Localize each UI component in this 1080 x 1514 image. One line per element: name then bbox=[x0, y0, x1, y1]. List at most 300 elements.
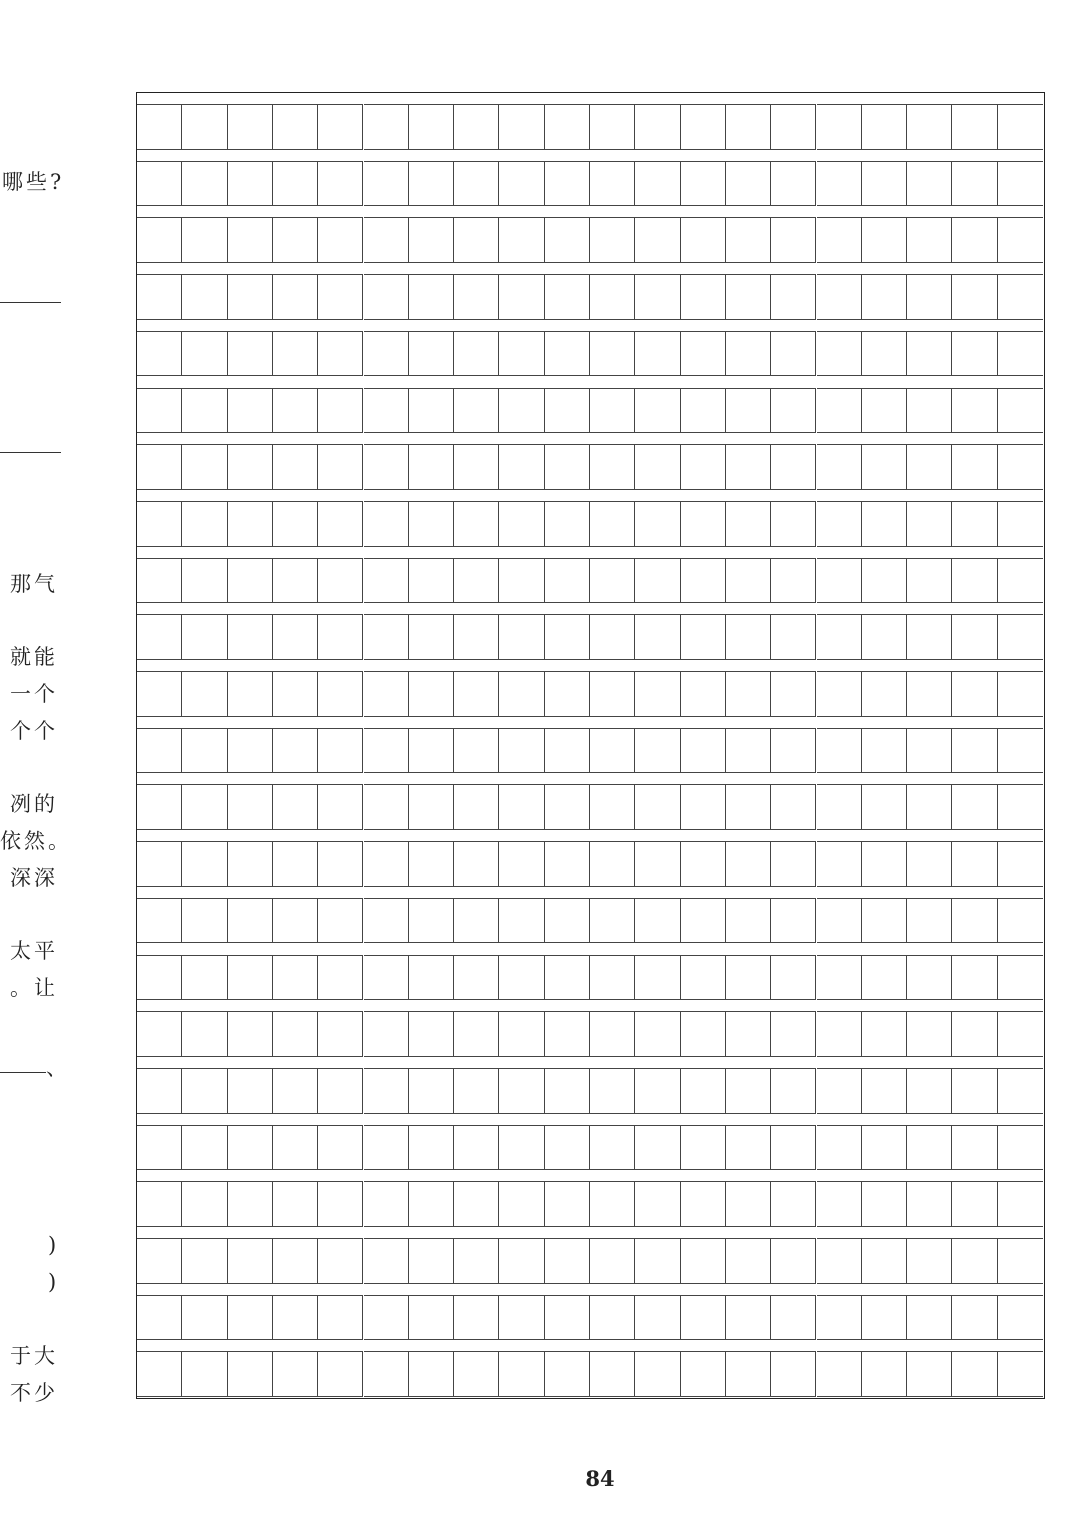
grid-cell[interactable] bbox=[454, 955, 499, 1001]
grid-cell[interactable] bbox=[771, 784, 816, 830]
grid-cell[interactable] bbox=[907, 1011, 952, 1057]
grid-cell[interactable] bbox=[454, 274, 499, 320]
grid-cell[interactable] bbox=[907, 1295, 952, 1341]
grid-cell[interactable] bbox=[590, 1125, 635, 1171]
grid-cell[interactable] bbox=[318, 558, 363, 604]
grid-cell[interactable] bbox=[499, 104, 544, 150]
grid-cell[interactable] bbox=[771, 1181, 816, 1227]
grid-cell[interactable] bbox=[907, 217, 952, 263]
grid-cell[interactable] bbox=[499, 274, 544, 320]
grid-cell[interactable] bbox=[364, 1295, 409, 1341]
grid-cell[interactable] bbox=[590, 841, 635, 887]
grid-cell[interactable] bbox=[907, 274, 952, 320]
grid-cell[interactable] bbox=[998, 1125, 1043, 1171]
grid-cell[interactable] bbox=[228, 671, 273, 717]
grid-cell[interactable] bbox=[499, 671, 544, 717]
grid-cell[interactable] bbox=[771, 1125, 816, 1171]
grid-cell[interactable] bbox=[273, 614, 318, 660]
grid-cell[interactable] bbox=[409, 1295, 454, 1341]
grid-cell[interactable] bbox=[273, 104, 318, 150]
grid-cell[interactable] bbox=[273, 728, 318, 774]
grid-cell[interactable] bbox=[409, 671, 454, 717]
grid-cell[interactable] bbox=[364, 104, 409, 150]
grid-cell[interactable] bbox=[817, 217, 862, 263]
grid-cell[interactable] bbox=[182, 161, 227, 207]
grid-cell[interactable] bbox=[952, 1181, 997, 1227]
grid-cell[interactable] bbox=[907, 104, 952, 150]
grid-cell[interactable] bbox=[228, 1181, 273, 1227]
grid-cell[interactable] bbox=[635, 274, 680, 320]
grid-cell[interactable] bbox=[364, 1181, 409, 1227]
grid-cell[interactable] bbox=[681, 161, 726, 207]
grid-cell[interactable] bbox=[907, 841, 952, 887]
grid-cell[interactable] bbox=[590, 728, 635, 774]
grid-cell[interactable] bbox=[907, 955, 952, 1001]
grid-cell[interactable] bbox=[545, 1181, 590, 1227]
grid-cell[interactable] bbox=[409, 388, 454, 434]
grid-cell[interactable] bbox=[590, 331, 635, 377]
grid-cell[interactable] bbox=[545, 1011, 590, 1057]
grid-cell[interactable] bbox=[726, 1238, 771, 1284]
grid-cell[interactable] bbox=[771, 331, 816, 377]
grid-cell[interactable] bbox=[998, 1181, 1043, 1227]
grid-cell[interactable] bbox=[545, 784, 590, 830]
grid-cell[interactable] bbox=[137, 274, 182, 320]
grid-cell[interactable] bbox=[137, 898, 182, 944]
grid-cell[interactable] bbox=[635, 1351, 680, 1397]
grid-cell[interactable] bbox=[817, 331, 862, 377]
grid-cell[interactable] bbox=[817, 388, 862, 434]
grid-cell[interactable] bbox=[726, 501, 771, 547]
grid-cell[interactable] bbox=[635, 1238, 680, 1284]
grid-cell[interactable] bbox=[681, 1351, 726, 1397]
grid-cell[interactable] bbox=[590, 614, 635, 660]
grid-cell[interactable] bbox=[998, 104, 1043, 150]
grid-cell[interactable] bbox=[862, 1011, 907, 1057]
grid-cell[interactable] bbox=[454, 728, 499, 774]
grid-cell[interactable] bbox=[726, 1011, 771, 1057]
grid-cell[interactable] bbox=[499, 1125, 544, 1171]
grid-cell[interactable] bbox=[771, 1295, 816, 1341]
grid-cell[interactable] bbox=[364, 614, 409, 660]
grid-cell[interactable] bbox=[454, 388, 499, 434]
grid-cell[interactable] bbox=[454, 444, 499, 490]
grid-cell[interactable] bbox=[182, 671, 227, 717]
grid-cell[interactable] bbox=[907, 558, 952, 604]
grid-cell[interactable] bbox=[182, 1295, 227, 1341]
grid-cell[interactable] bbox=[182, 1181, 227, 1227]
grid-cell[interactable] bbox=[681, 784, 726, 830]
grid-cell[interactable] bbox=[998, 1351, 1043, 1397]
grid-cell[interactable] bbox=[454, 331, 499, 377]
grid-cell[interactable] bbox=[952, 331, 997, 377]
grid-cell[interactable] bbox=[545, 1295, 590, 1341]
grid-cell[interactable] bbox=[590, 558, 635, 604]
grid-cell[interactable] bbox=[952, 955, 997, 1001]
grid-cell[interactable] bbox=[273, 1238, 318, 1284]
grid-cell[interactable] bbox=[681, 558, 726, 604]
grid-cell[interactable] bbox=[952, 784, 997, 830]
grid-cell[interactable] bbox=[907, 671, 952, 717]
grid-cell[interactable] bbox=[137, 1181, 182, 1227]
grid-cell[interactable] bbox=[771, 161, 816, 207]
grid-cell[interactable] bbox=[364, 671, 409, 717]
grid-cell[interactable] bbox=[409, 614, 454, 660]
grid-cell[interactable] bbox=[635, 898, 680, 944]
grid-cell[interactable] bbox=[952, 558, 997, 604]
grid-cell[interactable] bbox=[364, 274, 409, 320]
grid-cell[interactable] bbox=[952, 1238, 997, 1284]
grid-cell[interactable] bbox=[952, 161, 997, 207]
grid-cell[interactable] bbox=[545, 558, 590, 604]
grid-cell[interactable] bbox=[952, 217, 997, 263]
grid-cell[interactable] bbox=[681, 1238, 726, 1284]
grid-cell[interactable] bbox=[273, 1125, 318, 1171]
grid-cell[interactable] bbox=[998, 501, 1043, 547]
grid-cell[interactable] bbox=[952, 671, 997, 717]
grid-cell[interactable] bbox=[182, 1238, 227, 1284]
grid-cell[interactable] bbox=[273, 388, 318, 434]
grid-cell[interactable] bbox=[635, 728, 680, 774]
grid-cell[interactable] bbox=[590, 501, 635, 547]
grid-cell[interactable] bbox=[817, 558, 862, 604]
grid-cell[interactable] bbox=[952, 104, 997, 150]
grid-cell[interactable] bbox=[998, 728, 1043, 774]
grid-cell[interactable] bbox=[273, 898, 318, 944]
grid-cell[interactable] bbox=[364, 388, 409, 434]
grid-cell[interactable] bbox=[545, 1125, 590, 1171]
grid-cell[interactable] bbox=[137, 1068, 182, 1114]
grid-cell[interactable] bbox=[998, 955, 1043, 1001]
grid-cell[interactable] bbox=[590, 161, 635, 207]
grid-cell[interactable] bbox=[998, 444, 1043, 490]
grid-cell[interactable] bbox=[318, 104, 363, 150]
grid-cell[interactable] bbox=[318, 444, 363, 490]
grid-cell[interactable] bbox=[499, 1068, 544, 1114]
grid-cell[interactable] bbox=[318, 898, 363, 944]
grid-cell[interactable] bbox=[318, 217, 363, 263]
grid-cell[interactable] bbox=[817, 1238, 862, 1284]
grid-cell[interactable] bbox=[318, 274, 363, 320]
grid-cell[interactable] bbox=[545, 614, 590, 660]
grid-cell[interactable] bbox=[862, 671, 907, 717]
grid-cell[interactable] bbox=[635, 614, 680, 660]
grid-cell[interactable] bbox=[817, 1011, 862, 1057]
grid-cell[interactable] bbox=[590, 1068, 635, 1114]
grid-cell[interactable] bbox=[318, 671, 363, 717]
grid-cell[interactable] bbox=[590, 784, 635, 830]
grid-cell[interactable] bbox=[952, 388, 997, 434]
grid-cell[interactable] bbox=[182, 784, 227, 830]
grid-cell[interactable] bbox=[952, 1351, 997, 1397]
grid-cell[interactable] bbox=[499, 388, 544, 434]
grid-cell[interactable] bbox=[726, 1295, 771, 1341]
grid-cell[interactable] bbox=[635, 444, 680, 490]
grid-cell[interactable] bbox=[817, 104, 862, 150]
grid-cell[interactable] bbox=[228, 728, 273, 774]
grid-cell[interactable] bbox=[726, 784, 771, 830]
grid-cell[interactable] bbox=[182, 444, 227, 490]
grid-cell[interactable] bbox=[364, 784, 409, 830]
grid-cell[interactable] bbox=[545, 955, 590, 1001]
grid-cell[interactable] bbox=[318, 1238, 363, 1284]
grid-cell[interactable] bbox=[590, 388, 635, 434]
grid-cell[interactable] bbox=[907, 501, 952, 547]
grid-cell[interactable] bbox=[364, 728, 409, 774]
grid-cell[interactable] bbox=[545, 161, 590, 207]
grid-cell[interactable] bbox=[137, 444, 182, 490]
grid-cell[interactable] bbox=[273, 1068, 318, 1114]
grid-cell[interactable] bbox=[273, 331, 318, 377]
grid-cell[interactable] bbox=[228, 501, 273, 547]
grid-cell[interactable] bbox=[364, 955, 409, 1001]
grid-cell[interactable] bbox=[545, 1351, 590, 1397]
grid-cell[interactable] bbox=[228, 444, 273, 490]
grid-cell[interactable] bbox=[364, 444, 409, 490]
grid-cell[interactable] bbox=[635, 501, 680, 547]
grid-cell[interactable] bbox=[998, 217, 1043, 263]
grid-cell[interactable] bbox=[771, 217, 816, 263]
grid-cell[interactable] bbox=[952, 501, 997, 547]
grid-cell[interactable] bbox=[409, 331, 454, 377]
grid-cell[interactable] bbox=[137, 841, 182, 887]
grid-cell[interactable] bbox=[817, 955, 862, 1001]
grid-cell[interactable] bbox=[273, 1011, 318, 1057]
grid-cell[interactable] bbox=[545, 728, 590, 774]
grid-cell[interactable] bbox=[726, 841, 771, 887]
grid-cell[interactable] bbox=[590, 671, 635, 717]
grid-cell[interactable] bbox=[454, 558, 499, 604]
grid-cell[interactable] bbox=[726, 1181, 771, 1227]
grid-cell[interactable] bbox=[952, 1068, 997, 1114]
grid-cell[interactable] bbox=[409, 501, 454, 547]
grid-cell[interactable] bbox=[681, 388, 726, 434]
grid-cell[interactable] bbox=[817, 1351, 862, 1397]
grid-cell[interactable] bbox=[817, 1295, 862, 1341]
grid-cell[interactable] bbox=[228, 1125, 273, 1171]
grid-cell[interactable] bbox=[771, 841, 816, 887]
grid-cell[interactable] bbox=[228, 784, 273, 830]
grid-cell[interactable] bbox=[998, 331, 1043, 377]
grid-cell[interactable] bbox=[635, 161, 680, 207]
grid-cell[interactable] bbox=[681, 1181, 726, 1227]
grid-cell[interactable] bbox=[182, 1068, 227, 1114]
grid-cell[interactable] bbox=[726, 558, 771, 604]
grid-cell[interactable] bbox=[771, 614, 816, 660]
grid-cell[interactable] bbox=[318, 955, 363, 1001]
grid-cell[interactable] bbox=[318, 388, 363, 434]
grid-cell[interactable] bbox=[182, 274, 227, 320]
grid-cell[interactable] bbox=[499, 784, 544, 830]
grid-cell[interactable] bbox=[364, 898, 409, 944]
grid-cell[interactable] bbox=[228, 898, 273, 944]
grid-cell[interactable] bbox=[817, 898, 862, 944]
grid-cell[interactable] bbox=[137, 1011, 182, 1057]
grid-cell[interactable] bbox=[726, 274, 771, 320]
grid-cell[interactable] bbox=[137, 501, 182, 547]
grid-cell[interactable] bbox=[862, 444, 907, 490]
grid-cell[interactable] bbox=[182, 841, 227, 887]
grid-cell[interactable] bbox=[545, 671, 590, 717]
grid-cell[interactable] bbox=[952, 841, 997, 887]
grid-cell[interactable] bbox=[228, 558, 273, 604]
grid-cell[interactable] bbox=[862, 388, 907, 434]
grid-cell[interactable] bbox=[228, 274, 273, 320]
grid-cell[interactable] bbox=[771, 1351, 816, 1397]
grid-cell[interactable] bbox=[771, 728, 816, 774]
grid-cell[interactable] bbox=[545, 274, 590, 320]
grid-cell[interactable] bbox=[364, 841, 409, 887]
grid-cell[interactable] bbox=[590, 1295, 635, 1341]
grid-cell[interactable] bbox=[137, 1238, 182, 1284]
grid-cell[interactable] bbox=[454, 614, 499, 660]
grid-cell[interactable] bbox=[681, 898, 726, 944]
grid-cell[interactable] bbox=[635, 1125, 680, 1171]
grid-cell[interactable] bbox=[862, 898, 907, 944]
grid-cell[interactable] bbox=[590, 1181, 635, 1227]
grid-cell[interactable] bbox=[499, 217, 544, 263]
grid-cell[interactable] bbox=[771, 388, 816, 434]
grid-cell[interactable] bbox=[364, 217, 409, 263]
grid-cell[interactable] bbox=[228, 331, 273, 377]
grid-cell[interactable] bbox=[499, 1295, 544, 1341]
grid-cell[interactable] bbox=[545, 104, 590, 150]
grid-cell[interactable] bbox=[817, 161, 862, 207]
grid-cell[interactable] bbox=[862, 274, 907, 320]
grid-cell[interactable] bbox=[137, 161, 182, 207]
grid-cell[interactable] bbox=[364, 331, 409, 377]
grid-cell[interactable] bbox=[137, 331, 182, 377]
grid-cell[interactable] bbox=[454, 161, 499, 207]
grid-cell[interactable] bbox=[499, 614, 544, 660]
grid-cell[interactable] bbox=[318, 1068, 363, 1114]
grid-cell[interactable] bbox=[454, 501, 499, 547]
grid-cell[interactable] bbox=[545, 331, 590, 377]
grid-cell[interactable] bbox=[273, 161, 318, 207]
grid-cell[interactable] bbox=[952, 898, 997, 944]
grid-cell[interactable] bbox=[318, 1351, 363, 1397]
grid-cell[interactable] bbox=[635, 331, 680, 377]
grid-cell[interactable] bbox=[454, 1351, 499, 1397]
grid-cell[interactable] bbox=[635, 841, 680, 887]
grid-cell[interactable] bbox=[228, 614, 273, 660]
grid-cell[interactable] bbox=[318, 784, 363, 830]
grid-cell[interactable] bbox=[726, 1125, 771, 1171]
grid-cell[interactable] bbox=[907, 1125, 952, 1171]
grid-cell[interactable] bbox=[862, 1238, 907, 1284]
grid-cell[interactable] bbox=[273, 444, 318, 490]
grid-cell[interactable] bbox=[590, 1011, 635, 1057]
grid-cell[interactable] bbox=[364, 1125, 409, 1171]
grid-cell[interactable] bbox=[499, 1011, 544, 1057]
grid-cell[interactable] bbox=[952, 444, 997, 490]
grid-cell[interactable] bbox=[318, 1125, 363, 1171]
grid-cell[interactable] bbox=[681, 444, 726, 490]
grid-cell[interactable] bbox=[726, 671, 771, 717]
grid-cell[interactable] bbox=[182, 614, 227, 660]
grid-cell[interactable] bbox=[409, 1351, 454, 1397]
grid-cell[interactable] bbox=[681, 1295, 726, 1341]
grid-cell[interactable] bbox=[862, 1351, 907, 1397]
grid-cell[interactable] bbox=[681, 501, 726, 547]
grid-cell[interactable] bbox=[499, 501, 544, 547]
grid-cell[interactable] bbox=[771, 898, 816, 944]
grid-cell[interactable] bbox=[454, 1068, 499, 1114]
grid-cell[interactable] bbox=[998, 274, 1043, 320]
grid-cell[interactable] bbox=[726, 614, 771, 660]
grid-cell[interactable] bbox=[998, 161, 1043, 207]
grid-cell[interactable] bbox=[454, 1295, 499, 1341]
grid-cell[interactable] bbox=[998, 1011, 1043, 1057]
grid-cell[interactable] bbox=[862, 1181, 907, 1227]
grid-cell[interactable] bbox=[318, 1011, 363, 1057]
grid-cell[interactable] bbox=[862, 501, 907, 547]
grid-cell[interactable] bbox=[409, 217, 454, 263]
grid-cell[interactable] bbox=[907, 614, 952, 660]
grid-cell[interactable] bbox=[681, 955, 726, 1001]
grid-cell[interactable] bbox=[726, 217, 771, 263]
grid-cell[interactable] bbox=[771, 955, 816, 1001]
grid-cell[interactable] bbox=[635, 1181, 680, 1227]
grid-cell[interactable] bbox=[228, 161, 273, 207]
grid-cell[interactable] bbox=[228, 1295, 273, 1341]
grid-cell[interactable] bbox=[228, 1351, 273, 1397]
grid-cell[interactable] bbox=[182, 104, 227, 150]
grid-cell[interactable] bbox=[771, 671, 816, 717]
grid-cell[interactable] bbox=[590, 274, 635, 320]
grid-cell[interactable] bbox=[726, 161, 771, 207]
grid-cell[interactable] bbox=[318, 331, 363, 377]
grid-cell[interactable] bbox=[409, 104, 454, 150]
grid-cell[interactable] bbox=[771, 1068, 816, 1114]
grid-cell[interactable] bbox=[998, 558, 1043, 604]
grid-cell[interactable] bbox=[182, 1011, 227, 1057]
grid-cell[interactable] bbox=[907, 444, 952, 490]
grid-cell[interactable] bbox=[364, 1011, 409, 1057]
grid-cell[interactable] bbox=[499, 331, 544, 377]
grid-cell[interactable] bbox=[182, 955, 227, 1001]
grid-cell[interactable] bbox=[454, 1238, 499, 1284]
grid-cell[interactable] bbox=[635, 1295, 680, 1341]
grid-cell[interactable] bbox=[409, 1238, 454, 1284]
grid-cell[interactable] bbox=[862, 558, 907, 604]
grid-cell[interactable] bbox=[771, 104, 816, 150]
grid-cell[interactable] bbox=[817, 671, 862, 717]
grid-cell[interactable] bbox=[318, 614, 363, 660]
grid-cell[interactable] bbox=[454, 1125, 499, 1171]
grid-cell[interactable] bbox=[726, 104, 771, 150]
grid-cell[interactable] bbox=[454, 104, 499, 150]
grid-cell[interactable] bbox=[545, 388, 590, 434]
grid-cell[interactable] bbox=[771, 444, 816, 490]
grid-cell[interactable] bbox=[998, 614, 1043, 660]
grid-cell[interactable] bbox=[590, 1351, 635, 1397]
grid-cell[interactable] bbox=[137, 671, 182, 717]
grid-cell[interactable] bbox=[137, 614, 182, 660]
grid-cell[interactable] bbox=[862, 728, 907, 774]
grid-cell[interactable] bbox=[409, 1125, 454, 1171]
grid-cell[interactable] bbox=[952, 1295, 997, 1341]
grid-cell[interactable] bbox=[681, 104, 726, 150]
grid-cell[interactable] bbox=[590, 444, 635, 490]
grid-cell[interactable] bbox=[907, 1181, 952, 1227]
grid-cell[interactable] bbox=[454, 898, 499, 944]
grid-cell[interactable] bbox=[998, 1295, 1043, 1341]
grid-cell[interactable] bbox=[817, 784, 862, 830]
grid-cell[interactable] bbox=[182, 501, 227, 547]
grid-cell[interactable] bbox=[998, 671, 1043, 717]
grid-cell[interactable] bbox=[137, 1351, 182, 1397]
